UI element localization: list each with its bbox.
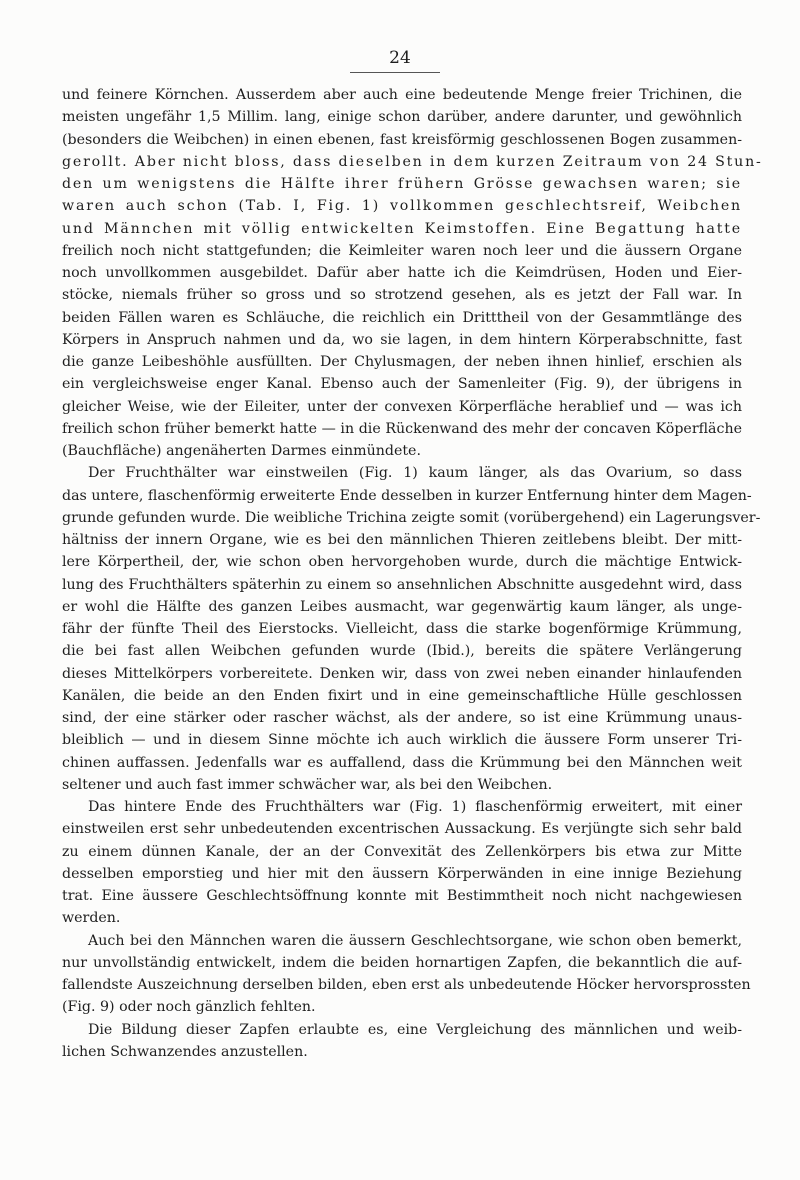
text-line: Auch bei den Männchen waren die äussern Geschlechtsorgane, wie schon oben bemerkt,: [88, 932, 742, 949]
text-line: bleiblich — und in diesem Sinne möchte ich auch wirklich die äussere Form unserer Tri-: [62, 732, 742, 749]
text-line: freilich schon früher bemerkt hatte — in die Rückenwand des mehr der concaven Köperfläche: [62, 420, 742, 437]
text-line: hältniss der innern Organe, wie es bei den männlichen Thieren zeitlebens bleibt. Der mitt-: [62, 532, 742, 548]
text-line: zu einem dünnen Kanale, der an der Convexität des Zellenkörpers bis etwa zur Mitte: [62, 843, 742, 860]
text-line: lung des Fruchthälters späterhin zu einem so ansehnlichen Abschnitte ausgedehnt wird, dass: [62, 576, 742, 593]
text-line: die ganze Leibeshöhle ausfüllten. Der Chylusmagen, der neben ihnen hinlief, erschien als: [62, 354, 742, 370]
text-line: gleicher Weise, wie der Eileiter, unter der convexen Körperfläche herablief und — was ich: [62, 398, 742, 415]
text-line: und feinere Körnchen. Ausserdem aber auch eine bedeutende Menge freier Trichinen, die: [62, 87, 742, 103]
text-line: sind, der eine stärker oder rascher wächst, als der andere, so ist eine Krümmung unaus-: [62, 710, 742, 726]
paragraph-1: [62, 84, 763, 462]
text-line: er wohl die Hälfte des ganzen Leibes ausmacht, war gegenwärtig kaum länger, als unge-: [62, 598, 742, 615]
text-line: das untere, flaschenförmig erweiterte Ende desselben in kurzer Entfernung hinter dem Magen-: [62, 487, 752, 504]
text-line-spaced: den um wenigstens die Hälfte ihrer frühern Grösse gewachsen waren; sie: [62, 176, 742, 192]
text-line: (Bauchfläche) angenäherten Darmes einmündete.: [62, 443, 421, 459]
text-line: Körpers in Anspruch nahmen und da, wo sie lagen, in dem hintern Körperabschnitte, fast: [62, 331, 742, 348]
text-line: fähr der fünfte Theil des Eierstocks. Vielleicht, dass die starke bogenförmige Krümmung,: [62, 621, 742, 637]
text-line: Die Bildung dieser Zapfen erlaubte es, eine Vergleichung des männlichen und weib-: [88, 1021, 742, 1038]
text-line: trat. Eine äussere Geschlechtsöffnung konnte mit Bestimmtheit noch nicht nachgewiesen: [62, 888, 742, 904]
text-line: werden.: [62, 910, 121, 927]
text-line-spaced: gerollt. Aber nicht bloss, dass dieselben in dem kurzen Zeitraum von 24 Stun-: [62, 153, 763, 170]
text-line: die bei fast allen Weibchen gefunden wurde (Ibid.), bereits die spätere Verlängerung: [62, 643, 742, 660]
text-line: einstweilen erst sehr unbedeutenden excentrischen Aussackung. Es verjüngte sich sehr bald: [62, 821, 742, 838]
text-line: (Fig. 9) oder noch gänzlich fehlten.: [62, 999, 316, 1016]
text-line: meisten ungefähr 1,5 Millim. lang, einige schon darüber, andere darunter, und gewöhnlich: [62, 109, 742, 126]
text-line: dieses Mittelkörpers vorbereitete. Denken wir, dass von zwei neben einander hinlaufenden: [62, 665, 742, 682]
text-line: ein vergleichsweise enger Kanal. Ebenso auch der Samenleiter (Fig. 9), der übrigens in: [62, 376, 742, 393]
text-line: fallendste Auszeichnung derselben bilden, eben erst als unbedeutende Höcker hervorsprossten: [62, 977, 751, 993]
text-line-spaced: waren auch schon (Tab. I, Fig. 1) vollkommen geschlechtsreif, Weibchen: [62, 198, 742, 215]
text-line: lere Körpertheil, der, wie schon oben hervorgehoben wurde, durch die mächtige Entwick-: [62, 554, 742, 571]
text-line: chinen auffassen. Jedenfalls war es auffallend, dass die Krümmung bei den Männchen weit: [62, 754, 742, 771]
text-line: Der Fruchthälter war einstweilen (Fig. 1) kaum länger, als das Ovarium, so dass: [88, 465, 742, 482]
text-line: freilich noch nicht stattgefunden; die Keimleiter waren noch leer und die äussern Organe: [62, 242, 742, 259]
text-line: Kanälen, die beide an den Enden fixirt und in eine gemeinschaftliche Hülle geschlossen: [62, 687, 742, 704]
text-line: seltener und auch fast immer schwächer war, als bei den Weibchen.: [62, 776, 553, 793]
text-line: noch unvollkommen ausgebildet. Dafür aber hatte ich die Keimdrüsen, Hoden und Eier-: [62, 265, 742, 281]
paragraph-5: [62, 1019, 742, 1064]
text-line: Das hintere Ende des Fruchthälters war (Fig. 1) flaschenförmig erweitert, mit einer: [88, 799, 742, 815]
text-line: beiden Fällen waren es Schläuche, die reichlich ein Dritttheil von der Gesammtlänge des: [62, 309, 742, 326]
text-line: desselben emporstieg und hier mit den äussern Körperwänden in eine innige Beziehung: [62, 865, 742, 882]
page-number: 24: [389, 48, 411, 68]
body-text: [62, 84, 763, 1063]
header-rule: [350, 72, 440, 73]
paragraph-3: [62, 796, 742, 930]
text-line-spaced: und Männchen mit völlig entwickelten Keimstoffen. Eine Begattung hatte: [62, 220, 742, 237]
text-line: nur unvollständig entwickelt, indem die beiden hornartigen Zapfen, die bekanntlich die auf-: [62, 954, 742, 971]
paragraph-2: [62, 462, 761, 796]
paragraph-4: [62, 930, 751, 1019]
text-line: (besonders die Weibchen) in einen ebenen, fast kreisförmig geschlossenen Bogen zusammen-: [62, 131, 742, 148]
text-line: grunde gefunden wurde. Die weibliche Trichina zeigte somit (vorübergehend) ein Lagerungsver-: [62, 509, 761, 526]
text-line: lichen Schwanzendes anzustellen.: [62, 1043, 308, 1060]
text-line: stöcke, niemals früher so gross und so strotzend gesehen, als es jetzt der Fall war. In: [62, 287, 742, 304]
